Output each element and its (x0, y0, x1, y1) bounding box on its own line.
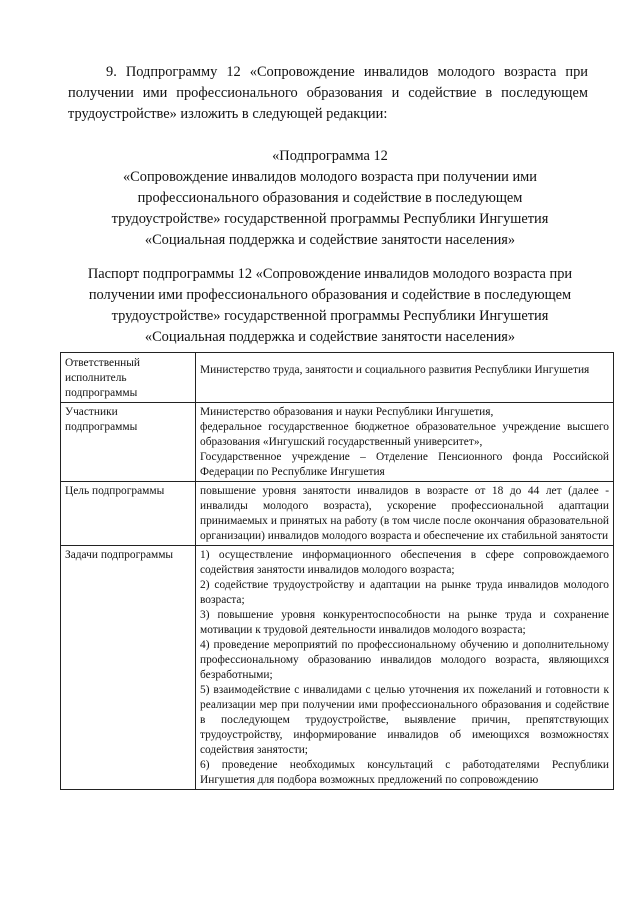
heading-line: «Социальная поддержка и содействие занятости населения» (144, 232, 516, 248)
row-label: Ответственный исполнитель подпрограммы (61, 353, 196, 403)
row-paragraph: Государственное учреждение – Отделение Пенсионного фонда Российской Федерации по Республике Ингушетия (200, 451, 609, 478)
table-row (61, 546, 614, 790)
row-paragraph: Министерство труда, занятости и социального развития Республики Ингушетия (200, 364, 590, 376)
heading-line: трудоустройстве» государственной программы Республики Ингушетия (111, 211, 549, 227)
row-content (196, 482, 614, 546)
heading-line: «Сопровождение инвалидов молодого возраста при получении ими (122, 169, 537, 185)
row-label: Участники подпрограммы (61, 403, 196, 482)
row-paragraph: 6) проведение необходимых консультаций с работодателями Республики Ингушетия для подбора возможных предложений по сопровождению (200, 759, 609, 786)
table-row (61, 353, 614, 403)
passport-line: Паспорт подпрограммы 12 «Сопровождение инвалидов молодого возраста при (87, 266, 573, 282)
row-paragraph: 5) взаимодействие с инвалидами с целью уточнения их пожеланий и готовности к реализации мер при получении ими профессионального образования и содействие в последующем трудоустройстве, выявление причин, препятствующих трудоустройству, информирование инвалидов об имеющихся возможностях содействия занятости; (200, 684, 609, 756)
intro-paragraph: 9. Подпрограмму 12 «Сопровождение инвалидов молодого возраста при получении ими профессионального образования и содействие в последующем трудоустройстве» изложить в следующей редакции: (68, 64, 588, 122)
table-row (61, 403, 614, 482)
passport-line: трудоустройстве» государственной программы Республики Ингушетия (111, 308, 549, 324)
row-paragraph: 1) осуществление информационного обеспечения в сфере сопровождаемого содействия занятости инвалидов молодого возраста; (200, 549, 609, 576)
row-label: Задачи подпрограммы (61, 546, 196, 790)
passport-table (60, 352, 614, 790)
row-label: Цель подпрограммы (61, 482, 196, 546)
row-content (196, 546, 614, 790)
row-content (196, 353, 614, 403)
subprogram-heading (60, 146, 600, 251)
row-paragraph: федеральное государственное бюджетное образовательное учреждение высшего образования «Ингушский государственный университет», (200, 421, 609, 448)
heading-line: «Подпрограмма 12 (272, 148, 388, 164)
row-paragraph: 2) содействие трудоустройству и адаптации на рынке труда инвалидов молодого возраста; (200, 579, 609, 606)
heading-line: профессионального образования и содействие в последующем (137, 190, 523, 206)
passport-heading (60, 264, 600, 348)
row-paragraph: повышение уровня занятости инвалидов в возрасте от 18 до 44 лет (далее - инвалиды молодого возраста), ускорение профессиональной адаптации принимаемых и принятых на работу (в том числе после окончания образовательной организации) инвалидов молодого возраста и обеспечение их стабильной занятости (200, 485, 609, 542)
table-row (61, 482, 614, 546)
row-paragraph: 3) повышение уровня конкурентоспособности на рынке труда и сохранение мотивации к трудовой деятельности инвалидов молодого возраста; (200, 609, 609, 636)
passport-line: получении ими профессионального образования и содействие в последующем (88, 287, 572, 303)
row-paragraph: 4) проведение мероприятий по профессиональному обучению и дополнительному профессиональному образованию инвалидов молодого возраста, являющихся безработными; (200, 639, 609, 681)
row-content (196, 403, 614, 482)
row-paragraph: Министерство образования и науки Республики Ингушетия, (200, 406, 494, 418)
passport-line: «Социальная поддержка и содействие занятости населения» (144, 329, 516, 345)
